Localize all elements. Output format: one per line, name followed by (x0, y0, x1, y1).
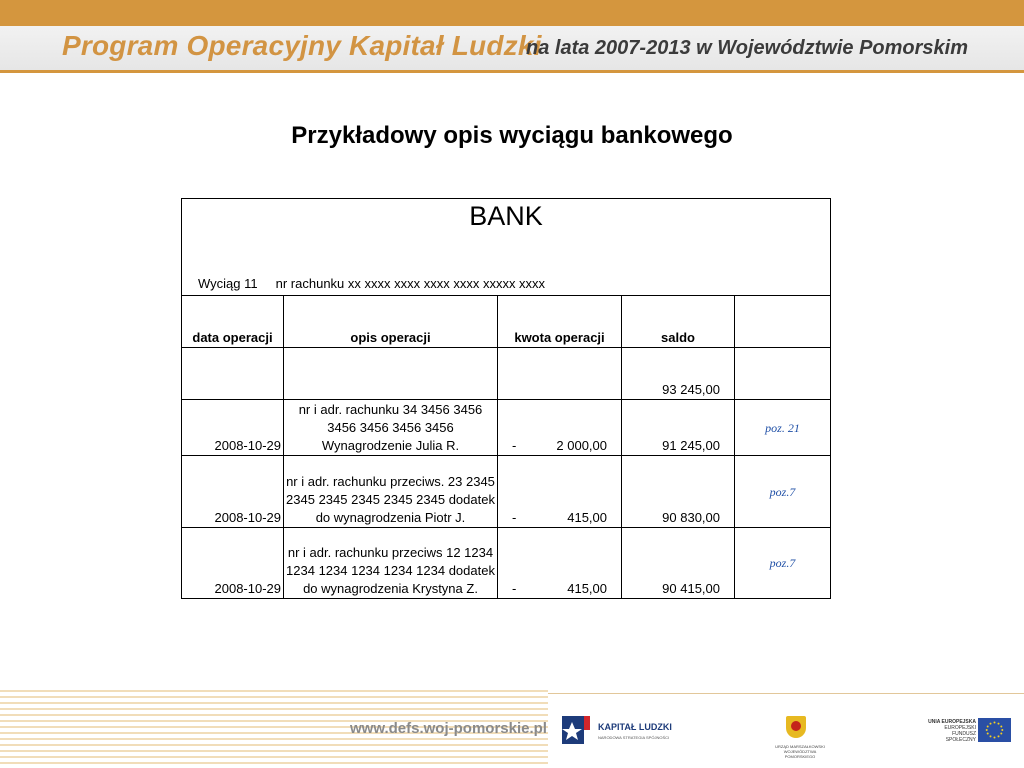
row-amount-sign: - (512, 510, 517, 525)
row-amount: 415,00 (567, 510, 607, 525)
kapital-ludzki-sub: NARODOWA STRATEGIA SPÓJNOŚCI (598, 735, 670, 740)
row-balance: 90 830,00 (622, 456, 735, 528)
table-row (182, 528, 831, 599)
row-description: nr i adr. rachunku przeciws. 23 2345 2345 2345 2345 2345 2345 dodatek do wynagrodzenia Piotr J. (284, 456, 498, 528)
urzad-marszalkowski-label: URZĄD MARSZAŁKOWSKI WOJEWÓDZTWA POMORSKIEGO (775, 744, 825, 759)
statement-info (198, 275, 545, 293)
row-reference: poz. 21 (735, 400, 831, 456)
row-reference: poz.7 (735, 528, 831, 599)
eu-label-line2: EUROPEJSKI FUNDUSZ SPOŁECZNY (944, 725, 976, 743)
bank-header-cell (182, 199, 831, 296)
col-header-ref (735, 296, 831, 348)
row-amount-cell (498, 400, 622, 456)
kapital-ludzki-logo-icon (562, 712, 592, 748)
row-amount-cell (498, 456, 622, 528)
row-balance: 91 245,00 (622, 400, 735, 456)
row-amount-sign: - (512, 581, 517, 596)
row-date: 2008-10-29 (182, 400, 284, 456)
row-amount: 415,00 (567, 581, 607, 596)
row-balance: 90 415,00 (622, 528, 735, 599)
empty-cell (498, 348, 622, 400)
row-date: 2008-10-29 (182, 456, 284, 528)
program-title: Program Operacyjny Kapitał Ludzki (62, 30, 542, 61)
row-reference: poz.7 (735, 456, 831, 528)
crest-emblem-icon (791, 721, 801, 731)
col-header-date: data operacji (182, 296, 284, 348)
empty-cell (284, 348, 498, 400)
header-divider (0, 70, 1024, 73)
eu-flag-icon (978, 718, 1011, 742)
row-amount-sign: - (512, 438, 517, 453)
statement-number: Wyciąg 11 (198, 276, 258, 291)
eu-label-line1: UNIA EUROPEJSKA (928, 719, 976, 725)
opening-balance: 93 245,00 (622, 348, 735, 400)
account-number: nr rachunku xx xxxx xxxx xxxx xxxx xxxxx xxxx (275, 276, 546, 291)
empty-cell (735, 348, 831, 400)
col-header-amount: kwota operacji (498, 296, 622, 348)
table-row (182, 456, 831, 528)
opening-balance-row (182, 348, 831, 400)
col-header-desc: opis operacji (284, 296, 498, 348)
program-subtitle: na lata 2007-2013 w Województwie Pomorskim (526, 37, 969, 59)
bank-title: BANK (469, 201, 543, 231)
header-top-bar (0, 0, 1024, 26)
row-amount: 2 000,00 (556, 438, 607, 453)
table-row (182, 400, 831, 456)
bank-statement-table (181, 198, 831, 599)
footer-website-link[interactable]: www.defs.woj-pomorskie.pl (350, 720, 547, 737)
empty-cell (182, 348, 284, 400)
eu-label (926, 719, 976, 743)
row-description: nr i adr. rachunku przeciws 12 1234 1234 1234 1234 1234 1234 dodatek do wynagrodzenia Krystyna Z. (284, 528, 498, 599)
row-date: 2008-10-29 (182, 528, 284, 599)
column-header-row (182, 296, 831, 348)
slide-title: Przykładowy opis wyciągu bankowego (291, 122, 733, 149)
row-description: nr i adr. rachunku 34 3456 3456 3456 3456 3456 3456 Wynagrodzenie Julia R. (284, 400, 498, 456)
row-amount-cell (498, 528, 622, 599)
kapital-ludzki-label: KAPITAŁ LUDZKI (598, 722, 672, 732)
col-header-balance: saldo (622, 296, 735, 348)
